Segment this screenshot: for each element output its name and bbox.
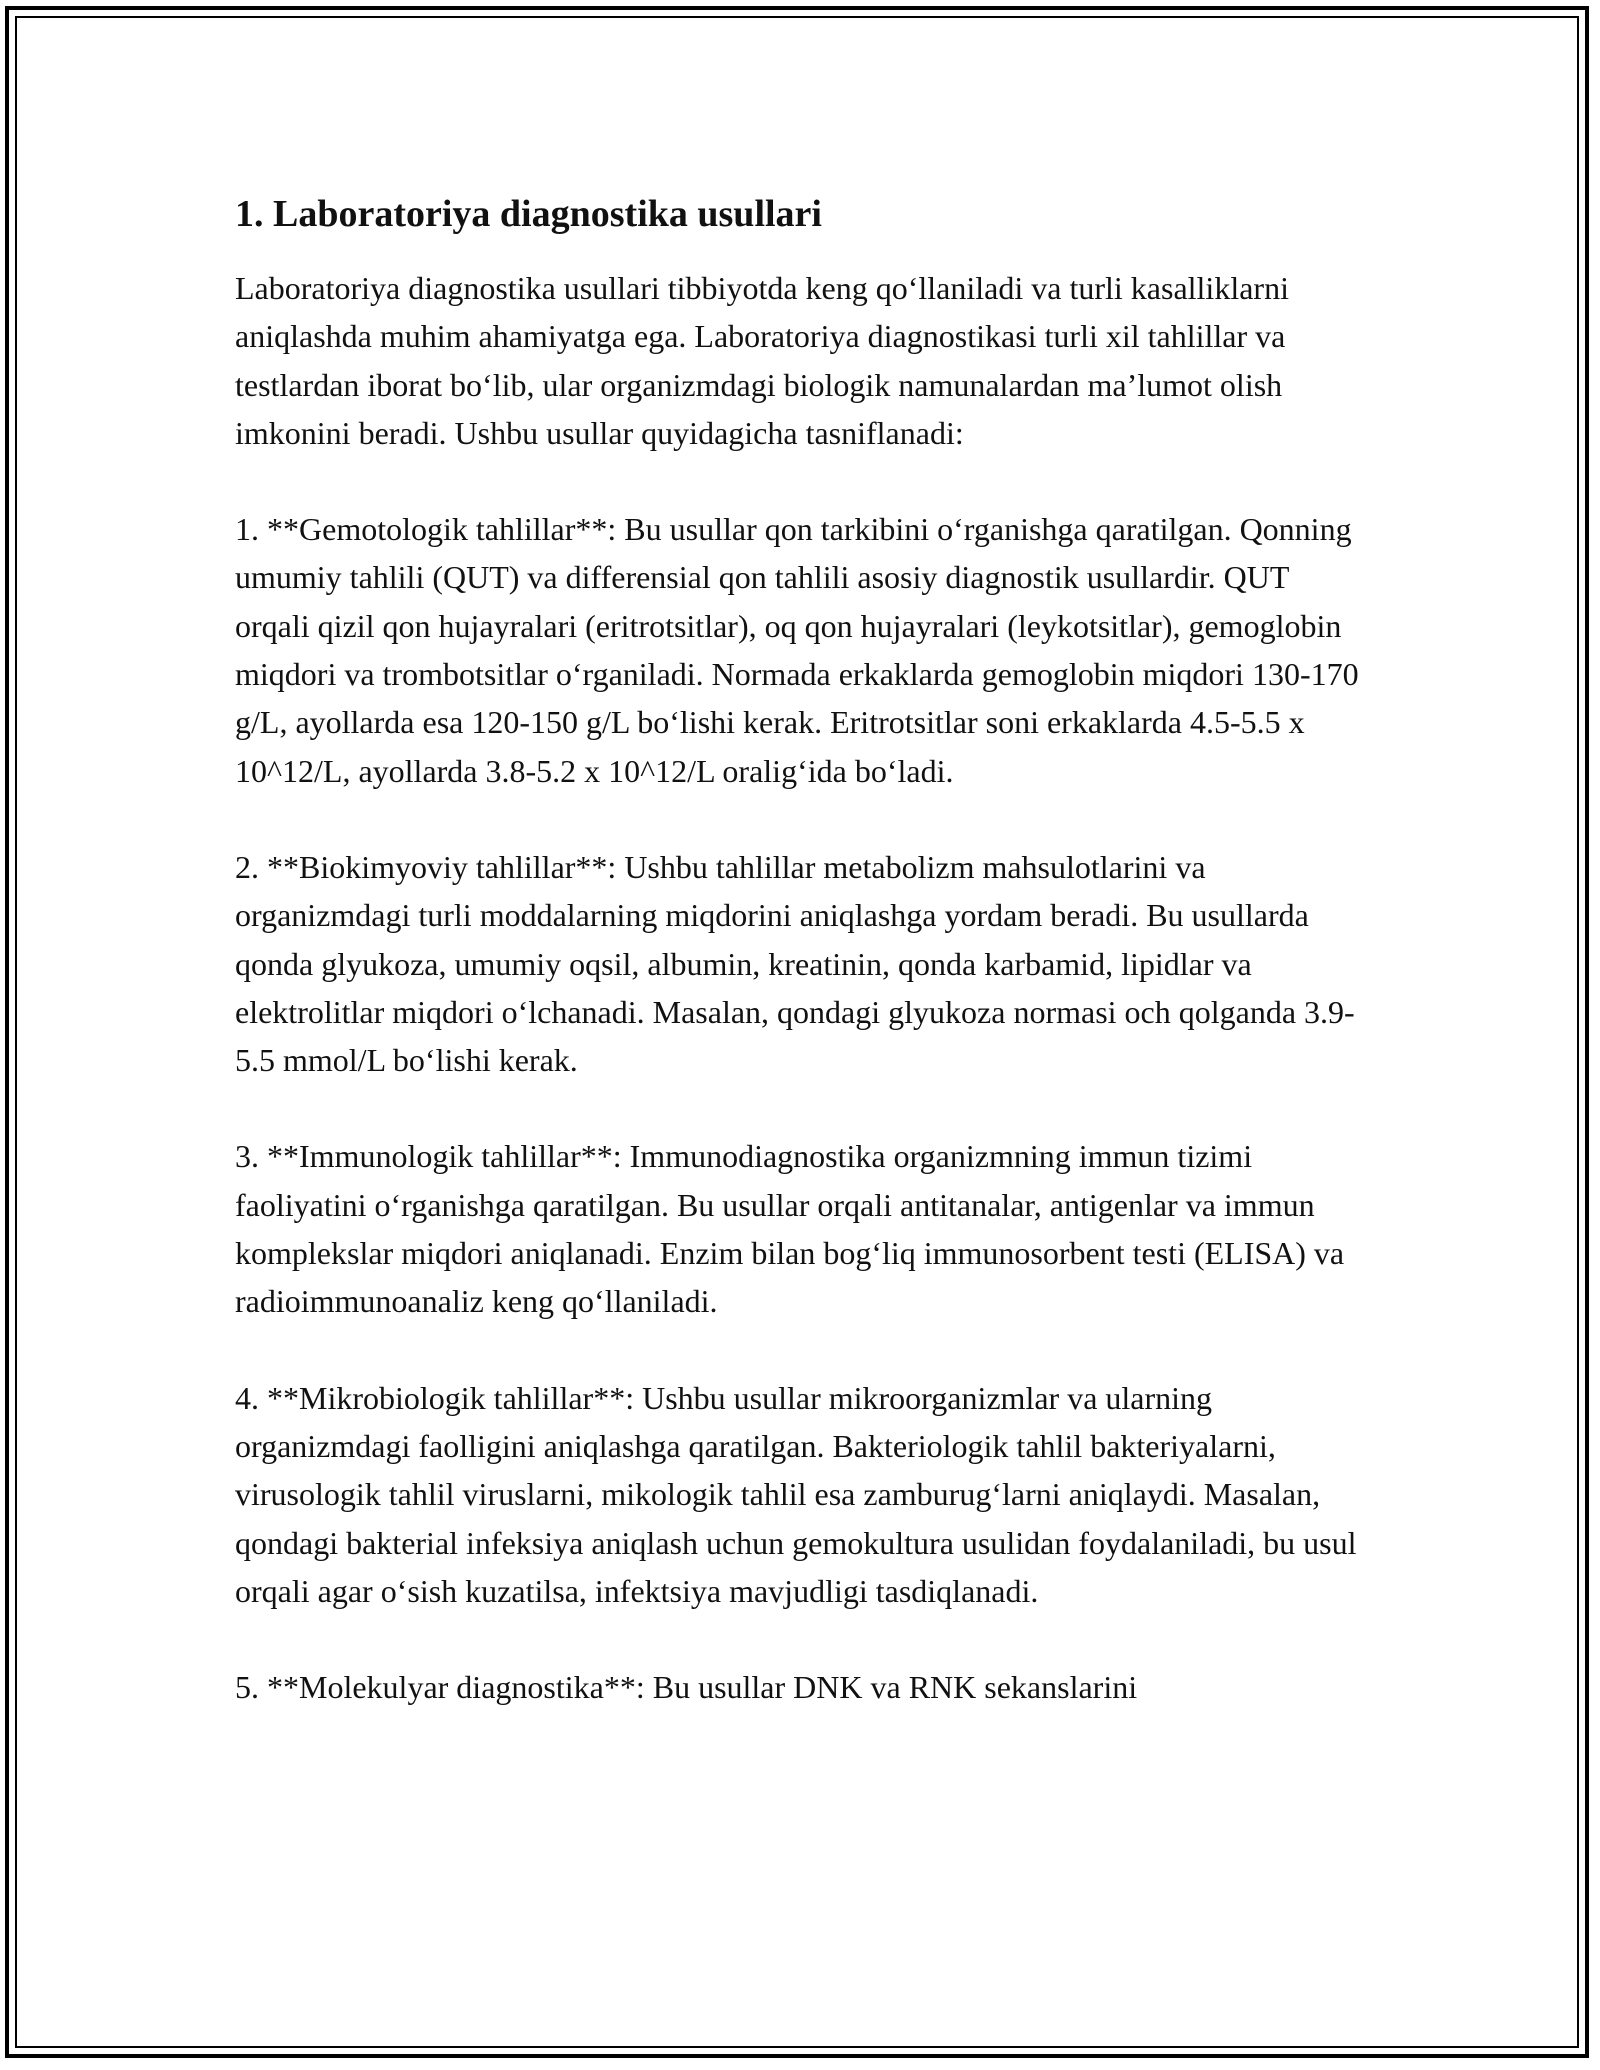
list-item-biokimyoviy: 2. **Biokimyoviy tahlillar**: Ushbu tahlillar metabolizm mahsulotlarini va organizmdagi turli moddalarning miqdorini aniqlashga yordam beradi. Bu usullarda qonda glyukoza, umumiy oqsil, albumin, kreatinin, qonda karbamid, lipidlar va elektrolitlar miqdori o‘lchanadi. Masalan, qondagi glyukoza normasi och qolganda 3.9-5.5 mmol/L bo‘lishi kerak. [235,848,1355,1079]
document-body [235,188,1365,1759]
section-heading: 1. Laboratoriya diagnostika usullari [235,193,822,235]
list-item-gemotologik: 1. **Gemotologik tahlillar**: Bu usullar qon tarkibini o‘rganishga qaratilgan. Qonning umumiy tahlili (QUT) va differensial qon tahlili asosiy diagnostik usullardir. QUT orqali qizil qon hujayralari (eritrotsitlar), oq qon hujayralari (leykotsitlar), gemoglobin miqdori va trombotsitlar o‘rganiladi. Normada erkaklarda gemoglobin miqdori 130-170 g/L, ayollarda esa 120-150 g/L bo‘lishi kerak. Eritrotsitlar soni erkaklarda 4.5-5.5 x 10^12/L, ayollarda 3.8-5.2 x 10^12/L oralig‘ida bo‘ladi. [235,511,1359,789]
list-item-immunologik: 3. **Immunologik tahlillar**: Immunodiagnostika organizmning immun tizimi faoliyatini o‘rganishga qaratilgan. Bu usullar orqali antitanalar, antigenlar va immun komplekslar miqdori aniqlanadi. Enzim bilan bog‘liq immunosorbent testi (ELISA) va radioimmunoanaliz keng qo‘llaniladi. [235,1138,1345,1320]
list-item-mikrobiologik: 4. **Mikrobiologik tahlillar**: Ushbu usullar mikroorganizmlar va ularning organizmdagi faolligini aniqlashga qaratilgan. Bakteriologik tahlil bakteriyalarni, virusologik tahlil viruslarni, mikologik tahlil esa zamburug‘larni aniqlaydi. Masalan, qondagi bakterial infeksiya aniqlash uchun gemokultura usulidan foydalaniladi, bu usul orqali agar o‘sish kuzatilsa, infektsiya mavjudligi tasdiqlanadi. [235,1379,1357,1609]
list-item-molekulyar: 5. **Molekulyar diagnostika**: Bu usullar DNK va RNK sekanslarini [235,1669,1138,1706]
intro-paragraph: Laboratoriya diagnostika usullari tibbiyotda keng qo‘llaniladi va turli kasalliklarni aniqlashda muhim ahamiyatga ega. Laboratoriya diagnostikasi turli xil tahlillar va testlardan iborat bo‘lib, ular organizmdagi biologik namunalardan ma’lumot olish imkonini beradi. Ushbu usullar quyidagicha tasniflanadi: [235,270,1289,451]
